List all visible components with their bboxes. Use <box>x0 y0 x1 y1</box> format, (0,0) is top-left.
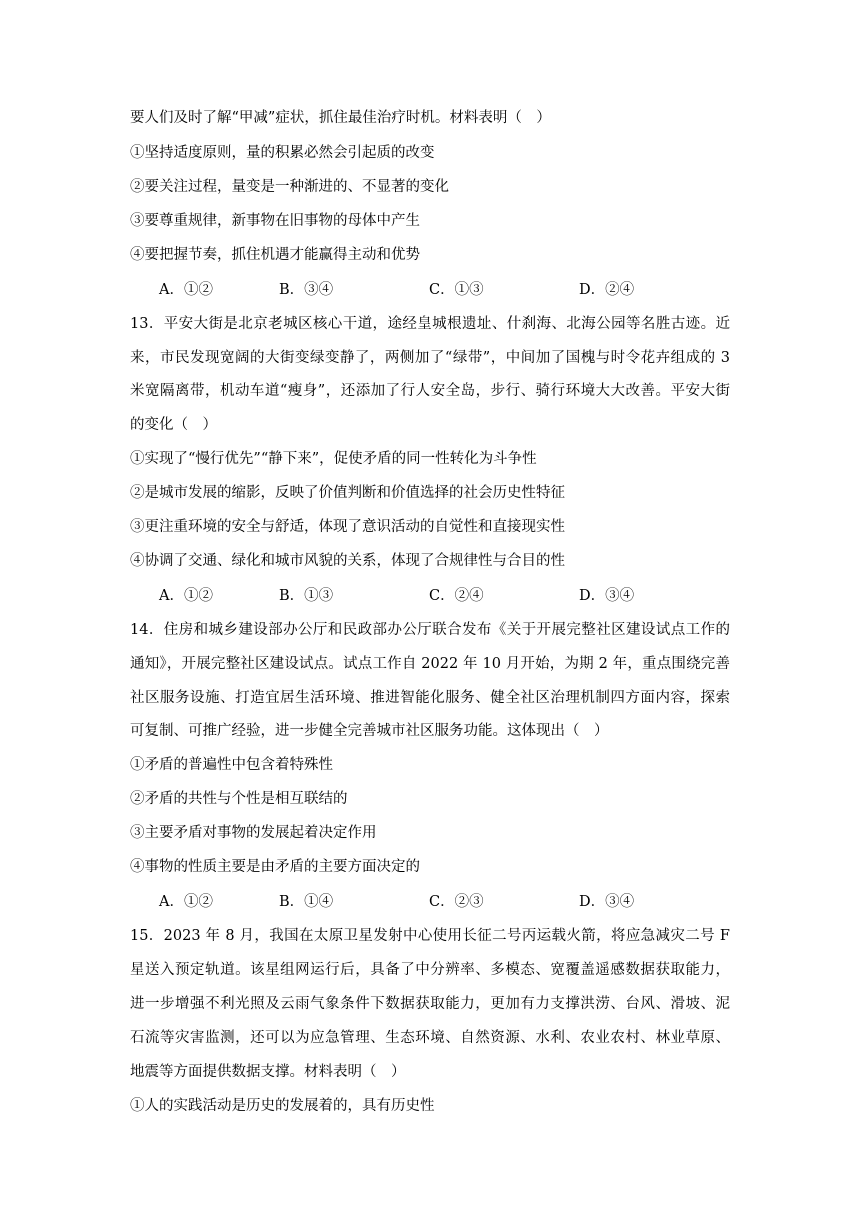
q15-statement-1: ①人的实践活动是历史的发展着的，具有历史性 <box>130 1098 435 1114</box>
q14-statement-2: ②矛盾的共性与个性是相互联结的 <box>130 791 348 807</box>
q14-option-a[interactable]: A．①② <box>159 894 213 910</box>
q12-option-d[interactable]: D．②④ <box>579 282 635 298</box>
q12-stem-tail: 要人们及时了解“甲减”症状，抓住最佳治疗时机。材料表明（ ） <box>130 110 551 126</box>
q14-stem-line-1: 14．住房和城乡建设部办公厅和民政部办公厅联合发布《关于开展完整社区建设试点工作的 <box>130 622 730 638</box>
q13-stem-line-1: 13．平安大街是北京老城区核心干道，途经皇城根遗址、什刹海、北海公园等名胜古迹。近 <box>130 316 730 332</box>
q13-statement-4: ④协调了交通、绿化和城市风貌的关系，体现了合规律性与合目的性 <box>130 553 565 569</box>
q12-statement-3: ③要尊重规律，新事物在旧事物的母体中产生 <box>130 213 420 229</box>
q13-stem-line-3: 米宽隔离带，机动车道“瘦身”，还添加了行人安全岛，步行、骑行环境大大改善。平安大街 <box>130 383 730 399</box>
q12-option-c[interactable]: C．①③ <box>429 282 484 298</box>
q15-stem-line-5: 地震等方面提供数据支撑。材料表明（ ） <box>130 1064 406 1080</box>
q14-option-c[interactable]: C．②③ <box>429 894 484 910</box>
q12-option-a[interactable]: A．①② <box>159 282 213 298</box>
q13-option-b[interactable]: B．①③ <box>279 588 334 604</box>
q14-statement-4: ④事物的性质主要是由矛盾的主要方面决定的 <box>130 859 420 875</box>
q15-stem-line-2: 星送入预定轨道。该星组网运行后，具备了中分辨率、多模态、宽覆盖遥感数据获取能力， <box>130 962 730 978</box>
q12-options <box>159 280 759 300</box>
q14-statement-3: ③主要矛盾对事物的发展起着决定作用 <box>130 825 377 841</box>
q13-option-d[interactable]: D．③④ <box>579 588 635 604</box>
q13-stem-line-2: 来，市民发现宽阔的大街变绿变静了，两侧加了“绿带”，中间加了国槐与时令花卉组成的 3 <box>130 350 730 366</box>
q13-options <box>159 586 759 606</box>
q13-statement-2: ②是城市发展的缩影，反映了价值判断和价值选择的社会历史性特征 <box>130 485 565 501</box>
q12-statement-2: ②要关注过程，量变是一种渐进的、不显著的变化 <box>130 179 449 195</box>
q14-stem-line-2: 通知》，开展完整社区建设试点。试点工作自 2022 年 10 月开始，为期 2 年，重点围绕完善 <box>130 656 730 672</box>
q14-statement-1: ①矛盾的普遍性中包含着特殊性 <box>130 757 333 773</box>
q12-option-b[interactable]: B．③④ <box>279 282 334 298</box>
q14-option-b[interactable]: B．①④ <box>279 894 334 910</box>
q13-statement-1: ①实现了“慢行优先”“静下来”，促使矛盾的同一性转化为斗争性 <box>130 451 537 467</box>
q12-statement-4: ④要把握节奏，抓住机遇才能赢得主动和优势 <box>130 247 420 263</box>
q15-stem-line-3: 进一步增强不利光照及云雨气象条件下数据获取能力，更加有力支撑洪涝、台风、滑坡、泥 <box>130 996 730 1012</box>
q13-option-c[interactable]: C．②④ <box>429 588 484 604</box>
q14-option-d[interactable]: D．③④ <box>579 894 635 910</box>
q15-stem-line-1: 15．2023 年 8 月，我国在太原卫星发射中心使用长征二号丙运载火箭，将应急减灾二号 F <box>130 928 730 944</box>
q13-statement-3: ③更注重环境的安全与舒适，体现了意识活动的自觉性和直接现实性 <box>130 519 565 535</box>
q14-stem-line-4: 可复制、可推广经验，进一步健全完善城市社区服务功能。这体现出（ ） <box>130 723 609 739</box>
q13-option-a[interactable]: A．①② <box>159 588 213 604</box>
q14-options <box>159 892 759 912</box>
q14-stem-line-3: 社区服务设施、打造宜居生活环境、推进智能化服务、健全社区治理机制四方面内容，探索 <box>130 690 730 706</box>
q13-stem-line-4: 的变化（ ） <box>130 417 217 433</box>
q15-stem-line-4: 石流等灾害监测，还可以为应急管理、生态环境、自然资源、水利、农业农村、林业草原、 <box>130 1030 730 1046</box>
q12-statement-1: ①坚持适度原则，量的积累必然会引起质的改变 <box>130 145 435 161</box>
